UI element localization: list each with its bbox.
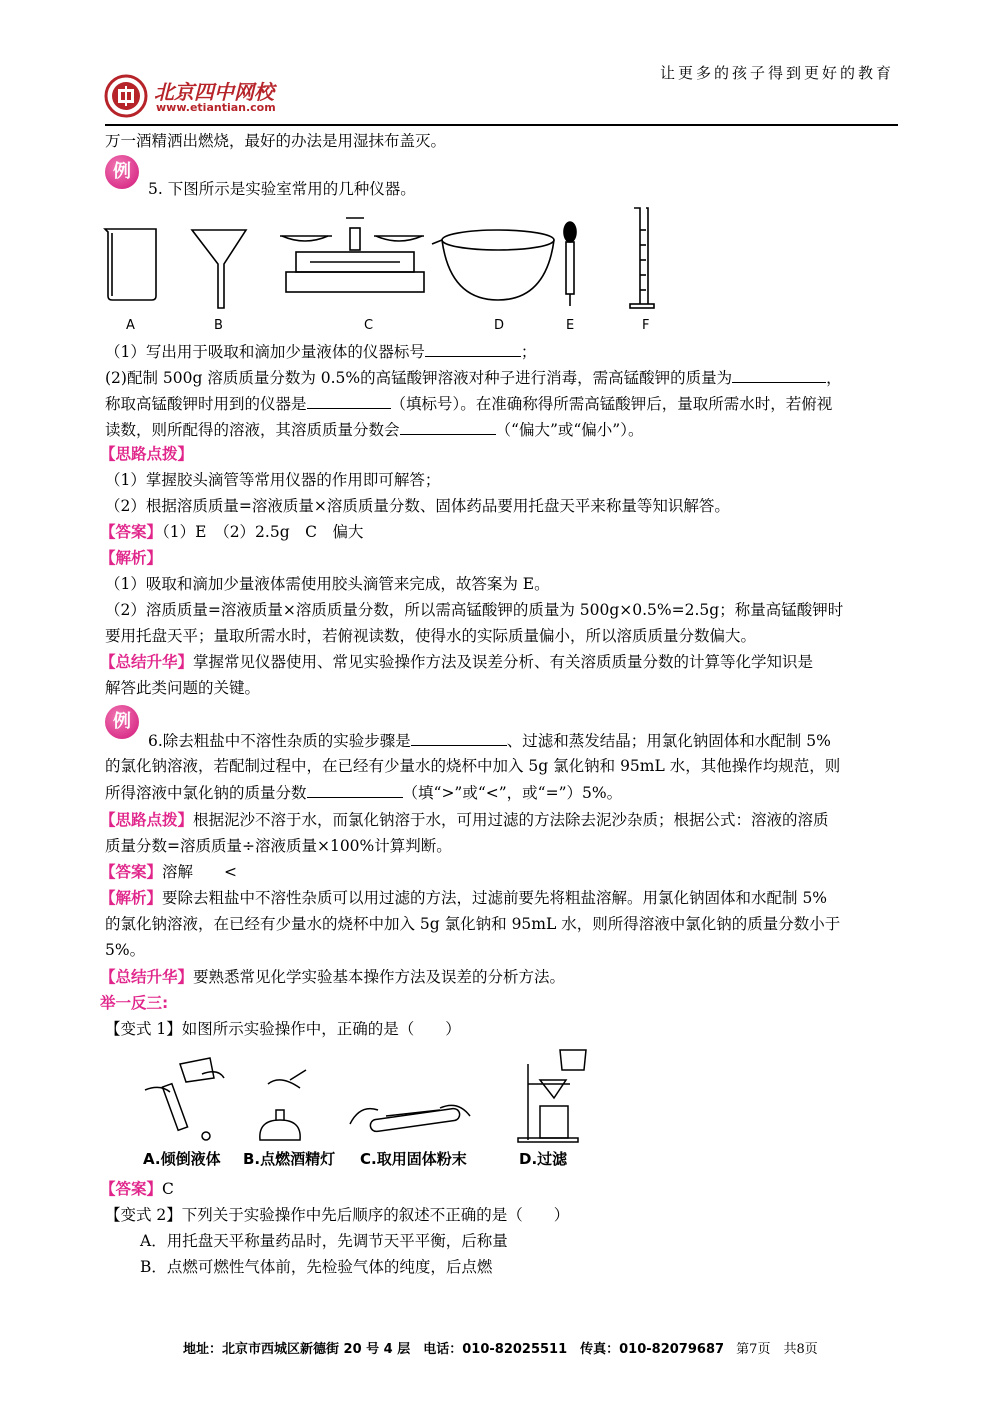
- q5-summary-2: 解答此类问题的关键。: [105, 679, 261, 697]
- q6-summary: 【总结升华】要熟悉常见化学实验基本操作方法及误差的分析方法。: [100, 968, 566, 986]
- solid-powder-icon: [350, 1105, 470, 1132]
- v2-option-b: B．点燃可燃性气体前，先检验气体的纯度，后点燃: [140, 1258, 493, 1276]
- answer-blank[interactable]: [307, 779, 403, 798]
- v1-option-c: C.取用固体粉末: [360, 1150, 467, 1168]
- v1-option-b: B.点燃酒精灯: [243, 1150, 336, 1168]
- label-e: E: [566, 318, 575, 333]
- q5-hint-1: （1）掌握胶头滴管等常用仪器的作用即可解答；: [105, 471, 441, 489]
- label-b: B: [214, 318, 223, 333]
- slogan: 让更多的孩子得到更好的教育: [660, 64, 895, 82]
- v1-option-a: A.倾倒液体: [143, 1150, 221, 1168]
- q5-stem: 5. 下图所示是实验室常用的几种仪器。: [148, 180, 416, 198]
- q5-hint-2: （2）根据溶质质量=溶液质量×溶质质量分数、固体药品要用托盘天平来称量等知识解答。: [105, 497, 730, 515]
- graduated-cylinder-icon: [630, 208, 654, 308]
- v1-answer: 【答案】C: [100, 1180, 174, 1198]
- instruments-figure: [100, 200, 680, 312]
- q6-line2: 的氯化钠溶液，若配制过程中，在已经有少量水的烧杯中加入 5g 氯化钠和 95mL 水，其他操作均规范，则: [105, 757, 841, 775]
- q5-analysis-3: 要用托盘天平；量取所需水时，若俯视读数，使得水的实际质量偏小，所以溶质质量分数偏大。: [105, 627, 757, 645]
- q6-analysis-3: 5%。: [105, 941, 146, 959]
- q6-analysis-2: 的氯化钠溶液，在已经有少量水的烧杯中加入 5g 氯化钠和 95mL 水，则所得溶液中氯化钠的质量分数小于: [105, 915, 841, 933]
- page-number: 第7页 共8页: [736, 1342, 818, 1357]
- footer: [183, 1338, 818, 1357]
- dropper-icon: [564, 222, 576, 306]
- footer-address: 地址：北京市西城区新德街 20 号 4 层 电话：010-82025511 传真：010-82079687: [183, 1342, 725, 1357]
- v2-stem: 【变式 2】下列关于实验操作中先后顺序的叙述不正确的是（ ）: [105, 1206, 570, 1224]
- v1-stem: 【变式 1】如图所示实验操作中，正确的是（ ）: [105, 1020, 461, 1038]
- q5-part1: （1）写出用于吸取和滴加少量液体的仪器标号 ；: [105, 338, 536, 365]
- logo-text: 北京四中网校: [154, 80, 274, 104]
- q5-answer: 【答案】（1）E （2）2.5g C 偏大: [100, 523, 364, 541]
- example-badge: 例: [105, 155, 139, 189]
- beaker-icon: [105, 229, 156, 300]
- operations-figure: [140, 1044, 600, 1144]
- v1-option-d: D.过滤: [519, 1150, 568, 1168]
- practice-heading: 举一反三:: [100, 994, 169, 1012]
- evaporating-dish-icon: [432, 230, 554, 300]
- intro-line: 万一酒精洒出燃烧，最好的办法是用湿抹布盖灭。: [105, 132, 447, 150]
- alcohol-lamp-icon: [260, 1070, 306, 1140]
- v2-option-a: A．用托盘天平称量药品时，先调节天平平衡，后称量: [140, 1232, 508, 1250]
- answer-blank[interactable]: [411, 727, 507, 746]
- q5-analysis-2: （2）溶质质量=溶液质量×溶质质量分数，所以需高锰酸钾的质量为 500g×0.5%=2.5g；称量高锰酸钾时: [105, 601, 844, 619]
- funnel-icon: [192, 230, 246, 308]
- q6-answer: 【答案】溶解 <: [100, 863, 238, 881]
- q5-part2-line3: 读数，则所配得的溶液，其溶质质量分数会 （“偏大”或“偏小”）。: [105, 416, 643, 443]
- header-rule: [105, 124, 898, 126]
- q5-hint-title: 【思路点拨】: [100, 445, 194, 463]
- q6-hint-1: 【思路点拨】根据泥沙不溶于水，而氯化钠溶于水，可用过滤的方法除去泥沙杂质；根据公式：溶液的溶质: [100, 811, 829, 829]
- label-f: F: [642, 318, 650, 333]
- q5-part2-line2: 称取高锰酸钾时用到的仪器是 （填标号）。在准确称得所需高锰酸钾后，量取所需水时，若俯视: [105, 390, 832, 417]
- label-d: D: [494, 318, 505, 333]
- pouring-liquid-icon: [145, 1058, 224, 1140]
- answer-blank[interactable]: [425, 338, 521, 357]
- q5-part2-line1: (2)配制 500g 溶质质量分数为 0.5%的高锰酸钾溶液对种子进行消毒，需高锰酸钾的质量为 ，: [105, 364, 842, 391]
- answer-blank[interactable]: [400, 416, 496, 435]
- label-a: A: [126, 318, 135, 333]
- logo-emblem-icon: [104, 74, 148, 118]
- q6-line1: 6.除去粗盐中不溶性杂质的实验步骤是 、过滤和蒸发结晶；用氯化钠固体和水配制 5%: [148, 727, 831, 754]
- q5-analysis-title: 【解析】: [100, 549, 163, 567]
- q6-hint-2: 质量分数=溶质质量÷溶液质量×100%计算判断。: [105, 837, 452, 855]
- answer-blank[interactable]: [732, 364, 826, 383]
- example-badge: 例: [105, 705, 139, 739]
- q5-summary-1: 【总结升华】掌握常见仪器使用、常见实验操作方法及误差分析、有关溶质质量分数的计算等化学知识是: [100, 653, 814, 671]
- answer-blank[interactable]: [307, 390, 391, 409]
- logo: [104, 70, 294, 122]
- q6-line3: 所得溶液中氯化钠的质量分数 （填“>”或“<”，或“=”）5%。: [105, 779, 622, 806]
- q6-analysis-1: 【解析】要除去粗盐中不溶性杂质可以用过滤的方法，过滤前要先将粗盐溶解。用氯化钠固体和水配制 5%: [100, 889, 828, 907]
- label-c: C: [364, 318, 374, 333]
- logo-url[interactable]: www.etiantian.com: [156, 101, 276, 114]
- q5-analysis-1: （1）吸取和滴加少量液体需使用胶头滴管来完成，故答案为 E。: [105, 575, 550, 593]
- filtration-icon: [518, 1050, 586, 1142]
- balance-icon: [280, 218, 424, 292]
